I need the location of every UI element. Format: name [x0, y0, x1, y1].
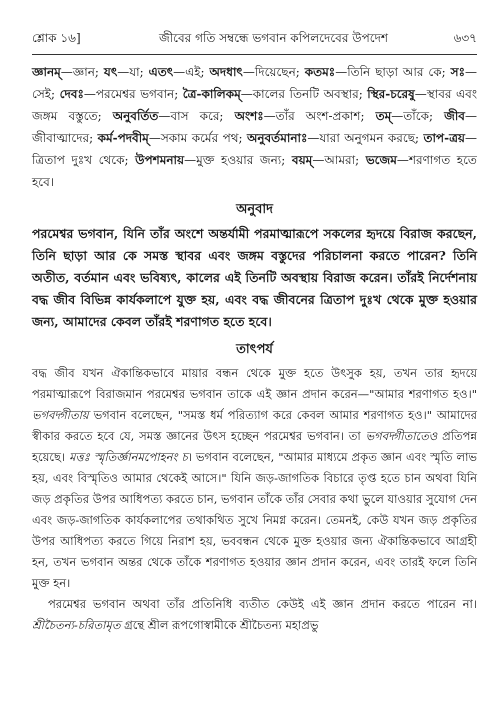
synonym-meaning: —শরণাগত হতে হবে।: [32, 153, 477, 189]
purport-paragraph-2: [32, 594, 477, 636]
translation-text: পরমেশ্বর ভগবান, যিনি তাঁর অংশে অন্তর্যামী পরমাত্মারূপে সকলের হৃদয়ে বিরাজ করছেন, তিনি ছাড়া আর কে সমস্ত স্থাবর এবং জঙ্গম বস্তুদের পরিচালনা করতে পারেন? তিনি অতীত, বর্তমান এবং ভবিষ্যৎ, কালের এই তিনটি অবস্থায় বিরাজ করেন। তাঁরই নির্দেশনায় বদ্ধ জীব বিভিন্ন কার্যকলাপে যুক্ত হয়, এবং বদ্ধ জীবনের ত্রিতাপ দুঃখ থেকে মুক্ত হওয়ার জন্য, আমাদের কেবল তাঁরই শরণাগত হতে হবে।: [32, 226, 477, 329]
purport-text: বদ্ধ জীব যখন ঐকান্তিকভাবে মায়ার বন্ধন থেকে মুক্ত হতে উৎসুক হয়, তখন তার হৃদয়ে পরমাত্মারূপে বিরাজমান পরমেশ্বর ভগবান তাকে এই জ্ঞান প্রদান করেন—"আমার শরণাগত হও।": [32, 366, 477, 401]
synonym-meaning: —বাস করে;: [158, 109, 224, 123]
synonym-meaning: —আমরা;: [312, 153, 360, 167]
synonym-meaning: —সেই;: [32, 65, 477, 101]
synonym-word: ত্রৈ-কালিকম্: [182, 87, 241, 101]
purport-paragraph-1: [32, 363, 477, 594]
purport-text: । ভগবান বলেছেন, "আমার মাধ্যমে প্রকৃত জ্ঞান এবং স্মৃতি লাভ হয়, এবং বিস্মৃতিও আমার থেকেই আসে।" যিনি জড়-জাগতিক বিচারে তৃপ্ত হতে চান অথবা যিনি জড় প্রকৃতির উপর আধিপত্য করতে চান, ভগবান তাঁকে তাঁর সেবার কথা ভুলে যাওয়ার সুযোগ দেন এবং জড়-জাগতিক কার্যকলাপের তথাকথিত সুখে নিমগ্ন করেন। তেমনই, কেউ যখন জড় প্রকৃতির উপর আধিপত্য করতে গিয়ে নিরাশ হয়, ভববন্ধন থেকে মুক্ত হওয়ার জন্য ঐকান্তিকভাবে আগ্রহী হন, তখন ভগবান অন্তর থেকে তাঁকে শরণাগত হওয়ার জ্ঞান প্রদান করেন, এবং তারই ফলে তিনি মুক্ত হন।: [32, 450, 478, 590]
synonym-word: দেবঃ: [59, 87, 84, 101]
chapter-title: জীবের গতি সম্বন্ধে ভগবান কপিলদেবের উপদেশ: [159, 31, 388, 45]
verse-reference: শ্লোক ১৬]: [32, 31, 81, 45]
purport-text: পরমেশ্বর ভগবান অথবা তাঁর প্রতিনিধি ব্যতীত কেউই এই জ্ঞান প্রদান করতে পারেন না।: [48, 597, 477, 611]
synonym-word: জীব: [444, 109, 465, 123]
synonym-word: অনুবর্তিত: [112, 109, 159, 123]
synonym-word: কতমঃ: [304, 65, 336, 79]
synonym-word: এতৎ: [148, 65, 174, 79]
synonym-meaning: —জ্ঞান;: [60, 65, 99, 79]
translation-heading: অনুবাদ: [236, 202, 273, 217]
synonym-meaning: —তাঁর অংশ-প্রকাশ;: [263, 109, 365, 123]
header-divider: [32, 54, 477, 55]
synonym-meaning: —পরমেশ্বর ভগবান;: [83, 87, 179, 101]
synonyms-paragraph: [32, 61, 477, 193]
synonym-meaning: —যারা অনুগমন করছে;: [307, 131, 420, 145]
synonym-meaning: —তাঁকে;: [391, 109, 434, 123]
page-number: ৬৩৭: [453, 31, 477, 45]
synonym-meaning: —যা;: [117, 65, 144, 79]
synonym-meaning: —তিনি ছাড়া আর কে;: [335, 65, 446, 79]
book-title-italic: ভগবদ্গীতাতেও: [365, 429, 438, 443]
synonym-meaning: —স্থাবর এবং জঙ্গম বস্তুতে;: [32, 87, 477, 123]
synonym-word: ভজেম: [365, 153, 397, 167]
page-header: [32, 30, 477, 46]
purport-text: ভগবান বলেছেন, "সমস্ত ধর্ম পরিত্যাগ করে কেবল আমার শরণাগত হও।" আমাদের স্বীকার করতে হবে যে, সমস্ত জ্ঞানের উৎস হচ্ছেন পরমেশ্বর ভগবান। তা: [32, 408, 477, 443]
synonym-word: কর্ম-পদবীম্: [97, 131, 149, 145]
synonym-word: যৎ: [103, 65, 118, 79]
synonym-meaning: —মুক্ত হওয়ার জন্য;: [184, 153, 286, 167]
sanskrit-quote-italic: মত্তঃ স্মৃতির্জ্ঞানমপোহনং চ: [69, 450, 188, 464]
synonym-meaning: —এই;: [173, 65, 205, 79]
synonym-word: স্থির-চরেষু: [367, 87, 415, 101]
synonym-meaning: —সকাম কর্মের পথ;: [148, 131, 243, 145]
synonym-word: অদধাৎ: [209, 65, 243, 79]
synonym-word: তাপ-ত্রয়: [423, 131, 465, 145]
synonym-word: জ্ঞানম্: [32, 65, 61, 79]
book-title-italic: শ্রীচৈতন্য-চরিতামৃত: [32, 618, 121, 632]
synonym-word: উপশমনায়: [135, 153, 185, 167]
synonym-word: বয়ম্: [291, 153, 313, 167]
synonym-meaning: —কালের তিনটি অবস্থার;: [240, 87, 363, 101]
synonym-word: অংশঃ: [234, 109, 264, 123]
synonym-word: অনুবর্তমানাঃ: [246, 131, 308, 145]
book-title-italic: ভগবদ্গীতায়: [32, 408, 89, 422]
purport-text: প্রতিপন্ন হয়েছে।: [32, 429, 478, 464]
synonym-word: তম্: [375, 109, 392, 123]
synonym-meaning: —ত্রিতাপ দুঃখ থেকে;: [32, 131, 477, 167]
purport-text: গ্রন্থে শ্রীল রূপগোস্বামীকে শ্রীচৈতন্য মহাপ্রভু: [120, 618, 319, 632]
synonym-meaning: —দিয়েছেন;: [242, 65, 300, 79]
synonym-word: সঃ: [450, 65, 465, 79]
purport-heading: তাৎপর্য: [236, 342, 273, 357]
synonym-meaning: —জীবাত্মাদের;: [32, 109, 477, 145]
